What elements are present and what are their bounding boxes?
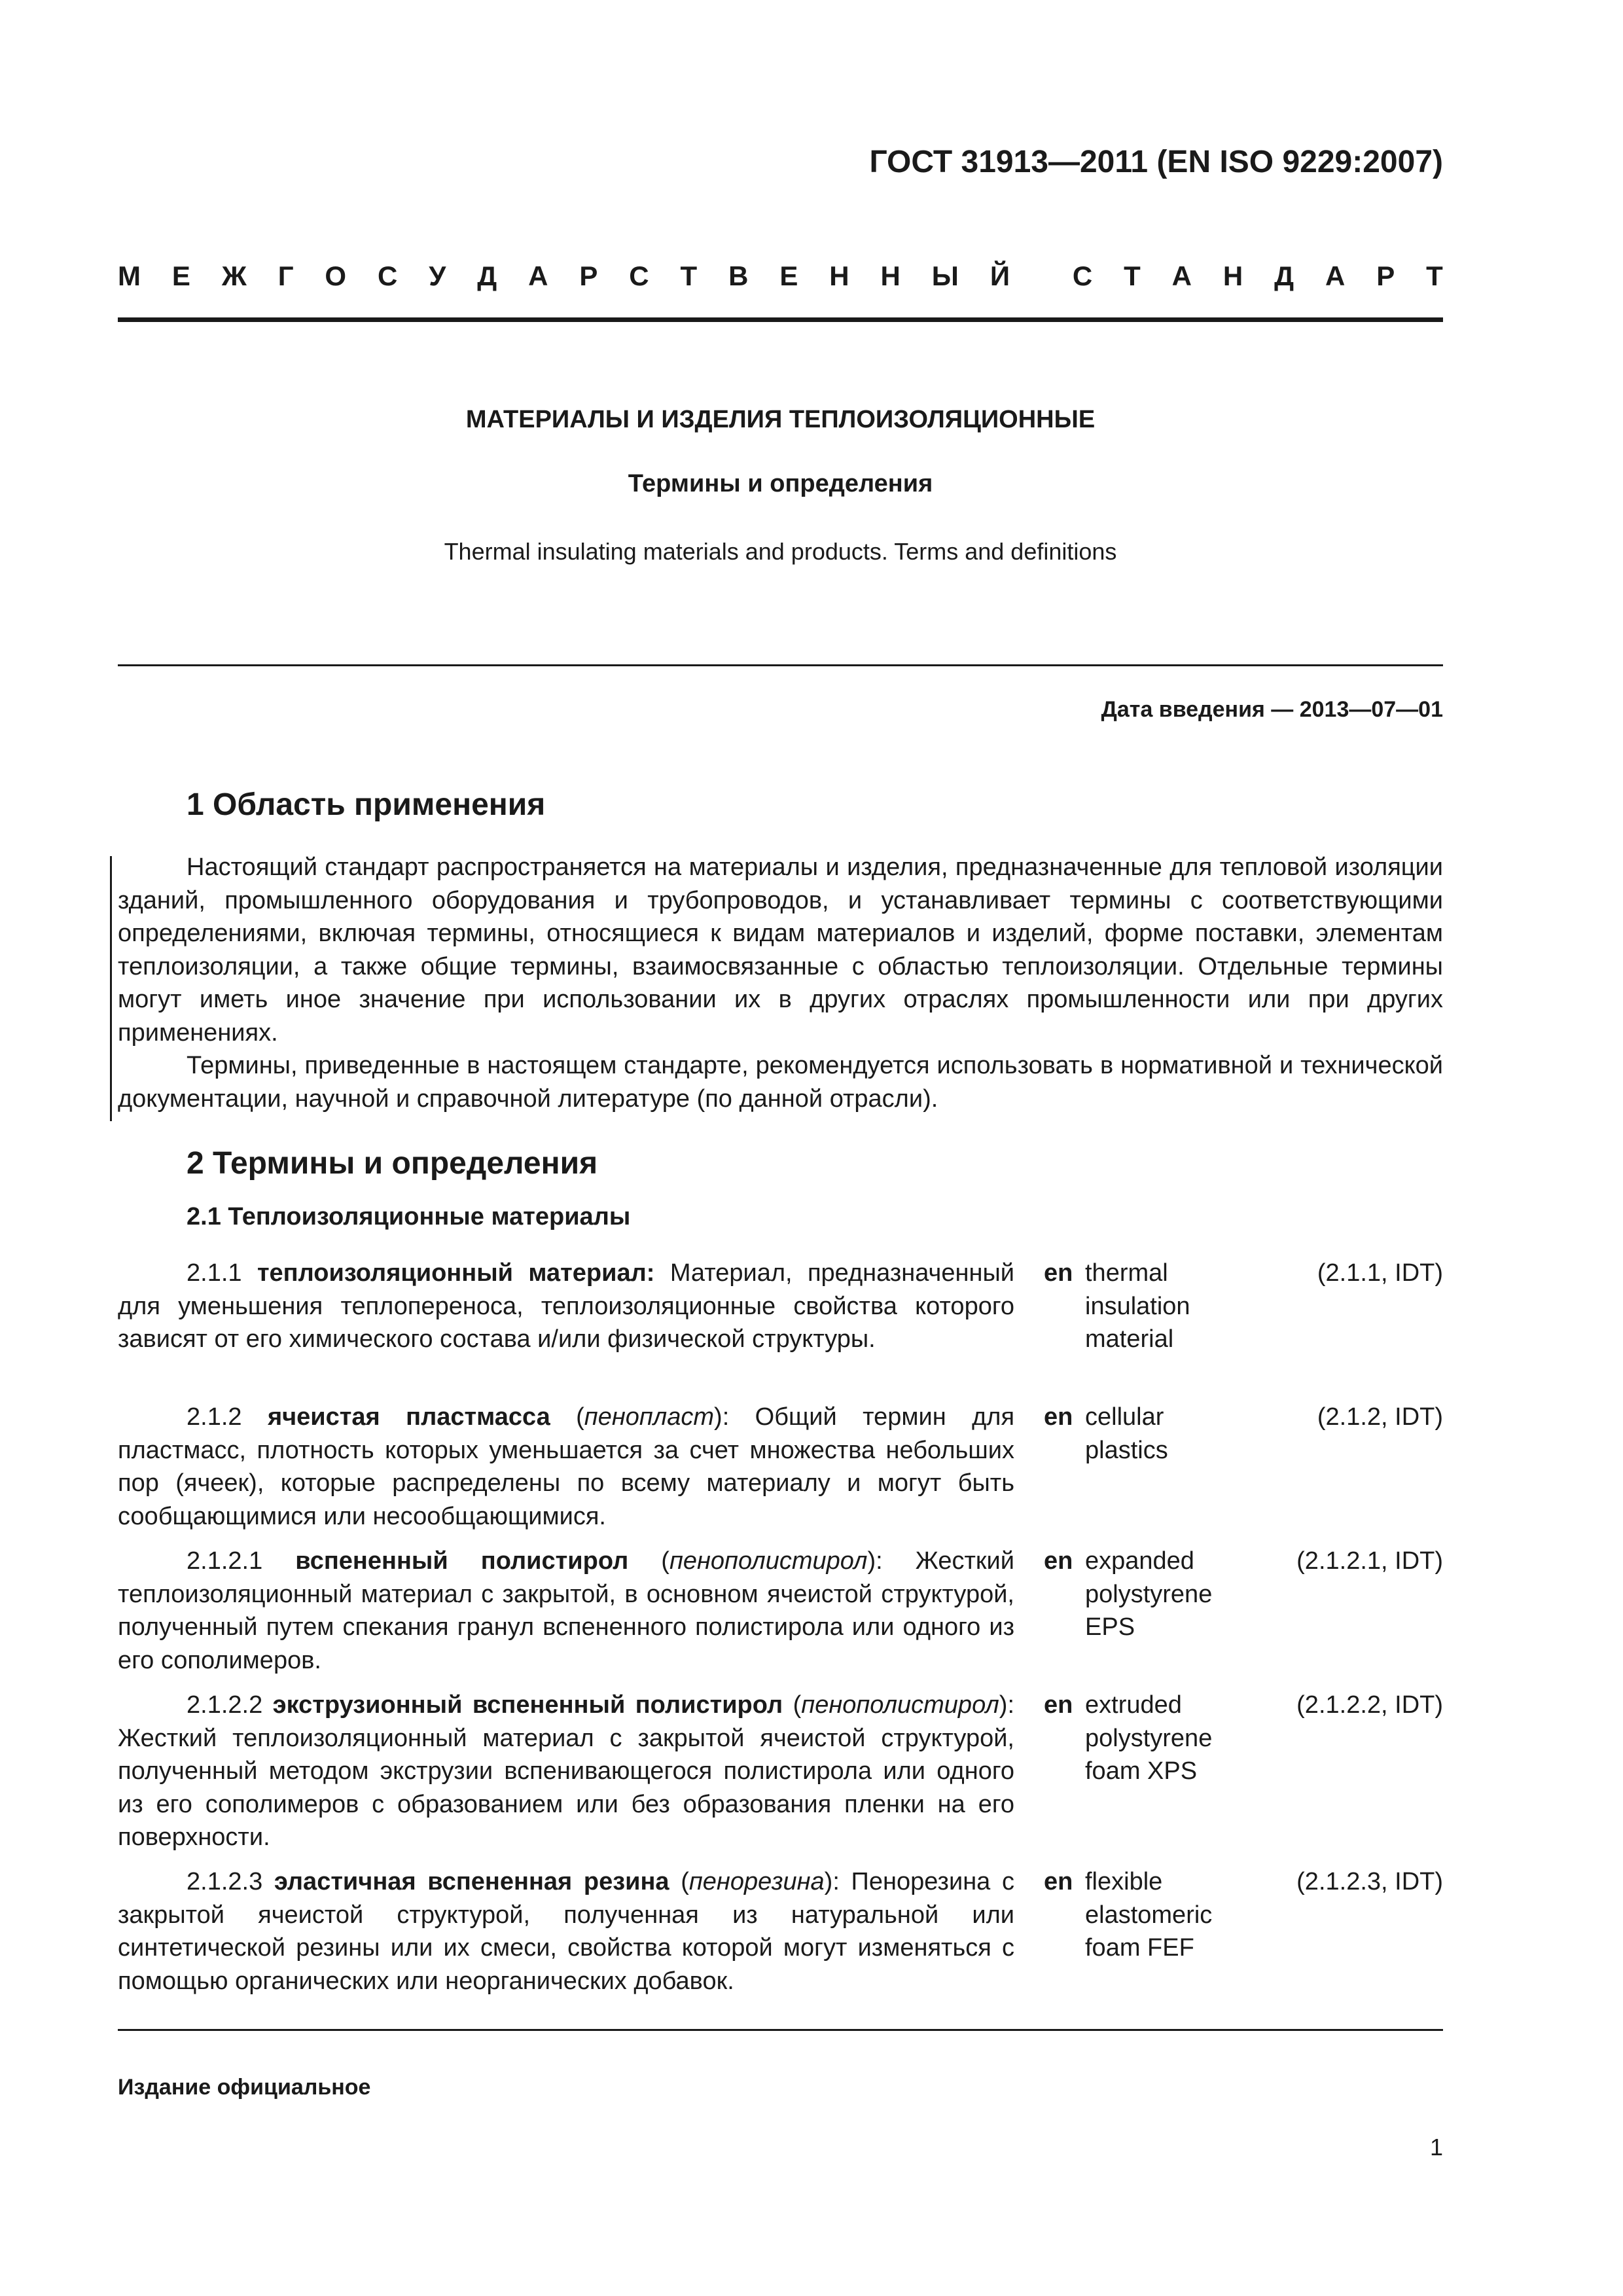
document-subtitle: Термины и определения (628, 470, 933, 497)
english-equivalent (1044, 1689, 1240, 1788)
term-number: 2.1.1 (187, 1259, 257, 1287)
standard-type-letter: О (325, 260, 347, 291)
standard-type-letter: Р (1376, 260, 1395, 291)
section-1-heading: 1 Область применения (187, 787, 546, 822)
language-code: en (1044, 1691, 1073, 1719)
standard-type-letter: С (629, 260, 649, 291)
scope-paragraph: Настоящий стандарт распространяется на материалы и изделия, предназначенные для тепловой изоляции зданий, промышленного оборудования и трубопроводов, и устанавливает термины с соответствующими определениями, включая термины, относящиеся к видам материалов и изделий, форме поставки, элементам теплоизоляции, а также общие термины, взаимосвязанные с областью теплоизоляции. Отдельные термины могут иметь иное значение при использовании их в других отраслях промышленности или при других применениях. (118, 853, 1443, 1047)
term-synonym: пенополистирол (669, 1547, 868, 1575)
term-number: 2.1.2.1 (187, 1547, 296, 1575)
standard-type-letter: Т (1124, 260, 1141, 291)
standard-type-letter: С (378, 260, 398, 291)
official-edition-note: Издание официальное (118, 2075, 371, 2100)
standard-type-letter: Д (477, 260, 497, 291)
english-term: extruded polystyrene foam XPS (1085, 1691, 1213, 1785)
standard-type-letter: С (1072, 260, 1093, 291)
standard-type-letter: Ж (221, 260, 247, 291)
term-number: 2.1.2.3 (187, 1868, 274, 1895)
footer-rule (118, 2029, 1443, 2031)
introduction-date: Дата введения — 2013—07—01 (1101, 697, 1443, 722)
source-reference: (2.1.1, IDT) (1317, 1259, 1443, 1287)
term-synonym: пенорезина (688, 1868, 825, 1895)
standard-type-letter: У (429, 260, 446, 291)
term-number: 2.1.2 (187, 1403, 268, 1431)
term-definition-text: : Пенорезина с закрытой ячеистой структурой, полученная из натуральной или синтетической резины или их смеси, свойства которой могут изменяться с помощью органических или неорганических добавок. (118, 1868, 1014, 1995)
language-code: en (1044, 1868, 1073, 1895)
page-number: 1 (1429, 2134, 1443, 2161)
term-name: теплоизоляционный материал: (257, 1259, 655, 1287)
standard-type-letter: Г (277, 260, 294, 291)
standard-type-letter: Й (990, 260, 1010, 291)
usage-paragraph: Термины, приведенные в настоящем стандарте, рекомендуется использовать в нормативной и технической документации, научной и справочной литературе (по данной отрасли). (118, 1052, 1443, 1113)
language-code: en (1044, 1547, 1073, 1575)
term-name: эластичная вспененная резина (274, 1868, 669, 1895)
language-code: en (1044, 1403, 1073, 1431)
header-rule (118, 317, 1443, 322)
section-1-body (118, 851, 1443, 1115)
term-definition: 2.1.2.1 вспененный полистирол (пенополистирол): Жесткий теплоизоляционный материал с закрытой, в основном ячеистой структурой, полученный путем спекания гранул вспененного полистирола или одного из его сополимеров. (118, 1547, 1015, 1674)
standard-type-letter: Р (579, 260, 598, 291)
standard-type-letter: М (118, 260, 141, 291)
source-reference: (2.1.2.2, IDT) (1296, 1691, 1443, 1719)
english-term: expanded polystyrene EPS (1085, 1547, 1213, 1641)
term-synonym: пенополистирол (801, 1691, 999, 1719)
document-designation: ГОСТ 31913—2011 (EN ISO 9229:2007) (869, 145, 1443, 179)
standard-type-letter: Д (1274, 260, 1294, 291)
term-definition (118, 1257, 1014, 1356)
english-title: Thermal insulating materials and products. Terms and definitions (444, 538, 1117, 565)
document-title: МАТЕРИАЛЫ И ИЗДЕЛИЯ ТЕПЛОИЗОЛЯЦИОННЫЕ (465, 406, 1096, 433)
term-definition: 2.1.2.3 эластичная вспененная резина (пенорезина): Пенорезина с закрытой ячеистой структурой, полученная из натуральной или синтетической резины или их смеси, свойства которой могут изменяться с помощью органических или неорганических добавок. (118, 1868, 1014, 1995)
section-2-heading: 2 Термины и определения (187, 1146, 598, 1181)
english-equivalent (1044, 1401, 1240, 1467)
term-number: 2.1.2.2 (187, 1691, 273, 1719)
title-rule (118, 664, 1443, 666)
source-reference: (2.1.2.3, IDT) (1296, 1868, 1443, 1895)
standard-type-letter: Н (1222, 260, 1243, 291)
term-definition-text: : Жесткий теплоизоляционный материал с закрытой ячеистой структурой, полученный методом экструзии вспенивающегося полистирола или одного из его сополимеров с образованием или без образования пленки на его поверхности. (118, 1691, 1015, 1851)
standard-type-letter: А (528, 260, 548, 291)
standard-type-letter: Ы (931, 260, 959, 291)
standard-type-letter: В (728, 260, 749, 291)
language-code: en (1044, 1259, 1073, 1287)
term-definition: 2.1.2 ячеистая пластмасса (пенопласт): Общий термин для пластмасс, плотность которых уменьшается за счет множества небольших пор (ячеек), которые распределены по всему материалу и могут быть сообщающимися или несообщающимися. (118, 1403, 1015, 1530)
english-equivalent (1044, 1257, 1240, 1356)
term-definition-text: : Жесткий теплоизоляционный материал с закрытой, в основном ячеистой структурой, полученный путем спекания гранул вспененного полистирола или одного из его сополимеров. (118, 1547, 1015, 1674)
english-equivalent (1044, 1545, 1240, 1644)
change-bar (110, 856, 112, 1121)
term-definition-text: Материал, предназначенный для уменьшения теплопереноса, теплоизоляционные свойства которого зависят от его химического состава и/или физической структуры. (118, 1259, 1014, 1353)
standard-type-letter: А (1325, 260, 1346, 291)
subsection-2-1-heading: 2.1 Теплоизоляционные материалы (187, 1203, 631, 1230)
standard-type-letter: Н (880, 260, 901, 291)
term-synonym: пенопласт (584, 1403, 715, 1431)
term-name: вспененный полистирол (295, 1547, 629, 1575)
english-term: cellular plastics (1085, 1403, 1168, 1464)
standard-type-letter: Е (171, 260, 190, 291)
term-definition-text: : Общий термин для пластмасс, плотность которых уменьшается за счет множества небольших пор (ячеек), которые распределены по всему материалу и могут быть сообщающимися или несообщающимися. (118, 1403, 1015, 1530)
source-reference: (2.1.2.1, IDT) (1296, 1547, 1443, 1575)
english-equivalent (1044, 1865, 1240, 1965)
english-term: thermal insulation material (1085, 1259, 1190, 1353)
standard-type-letter: Е (779, 260, 798, 291)
standard-type-letter: А (1171, 260, 1192, 291)
standard-type-letter: Н (829, 260, 849, 291)
standard-type-heading (118, 260, 1443, 292)
source-reference: (2.1.2, IDT) (1317, 1403, 1443, 1431)
standard-type-letter: Т (680, 260, 698, 291)
term-definition: 2.1.2.2 экструзионный вспененный полистирол (пенополистирол): Жесткий теплоизоляционный материал с закрытой ячеистой структурой, полученный методом экструзии вспенивающегося полистирола или одного из его сополимеров с образованием или без образования пленки на его поверхности. (118, 1691, 1015, 1851)
standard-type-letter: Т (1426, 260, 1443, 291)
term-name: экструзионный вспененный полистирол (272, 1691, 783, 1719)
english-term: flexible elastomeric foam FEF (1085, 1868, 1213, 1962)
term-name: ячеистая пластмасса (267, 1403, 550, 1431)
